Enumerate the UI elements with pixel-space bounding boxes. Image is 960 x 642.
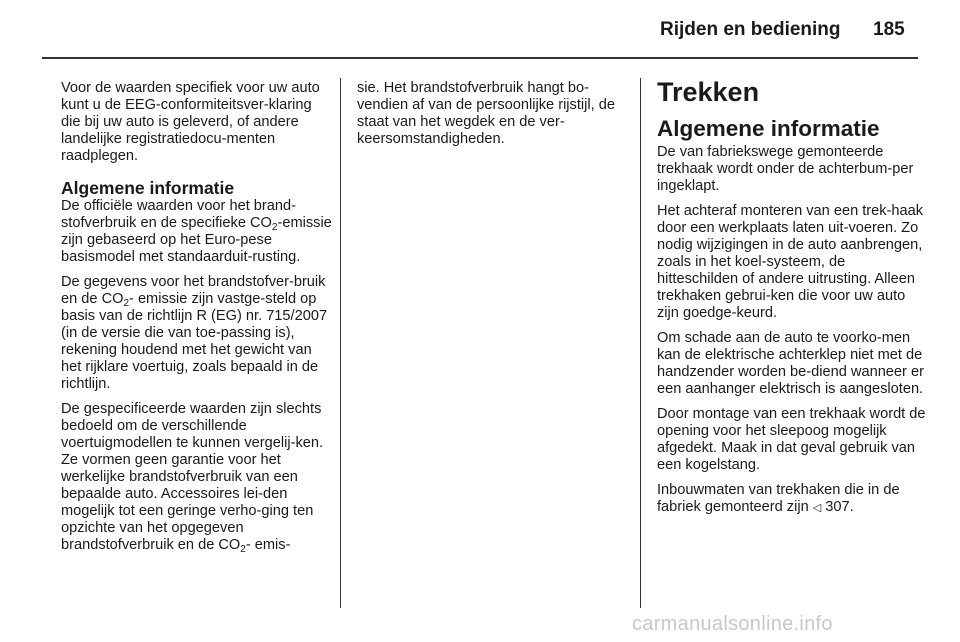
paragraph: Om schade aan de auto te voorko-men kan de elektrische achterklep niet met de handzender worden be-diend wanneer er een aanhanger elektrisch is aangesloten. [657, 330, 924, 397]
page-reference-link[interactable]: 307. [825, 499, 854, 515]
header-rule [42, 57, 918, 59]
section-title: Rijden en bediening [660, 19, 841, 40]
paragraph: Voor de waarden specifiek voor uw auto kunt u de EEG-conformiteitsver-klaring die bij uw auto is geleverd, of andere landelijke registratiedocu-menten raadplegen. [61, 80, 320, 164]
column-3 [657, 77, 927, 525]
column-divider [640, 78, 641, 608]
watermark: carmanualsonline.info [632, 613, 833, 635]
paragraph: De officiële waarden voor het brand-stofverbruik en de specifieke $CO_2$-emissie zijn gebaseerd op het Euro-pese basismodel met standaarduit-rusting. [61, 198, 332, 265]
heading-general-info: Algemene informatie [657, 116, 880, 141]
paragraph: De gegevens voor het brandstofver-bruik en de $CO_2-$ emissie zijn vastge-steld op basis van de richtlijn R (EG) nr. 715/2007 (in de versie die van toe-passing is), rekening houdend met het gewicht van het rijklare voertuig, zoals bepaald in de richtlijn. [61, 274, 328, 392]
column-divider [340, 78, 341, 608]
paragraph: Door montage van een trekhaak wordt de opening voor het sleepoog mogelijk afgedekt. Maak in dat geval gebruik van een kogelstang. [657, 406, 926, 473]
heading-towing: Trekken [657, 77, 760, 107]
column-2 [357, 80, 629, 156]
paragraph: De gespecificeerde waarden zijn slechts bedoeld om de verschillende voertuigmodellen te kunnen vergelij-ken. Ze vormen geen garantie voor het werkelijke brandstofverbruik van een bepaalde auto. Accessoires lei-den mogelijk tot een geringe verho-ging ten opzichte van het opgegeven brandstofverbruik en de $CO_2-$ emis- [61, 401, 324, 555]
paragraph: sie. Het brandstofverbruik hangt bo-vendien af van de persoonlijke rijstijl, de staat van het wegdek en de ver-keersomstandigheden. [357, 80, 615, 147]
page-header [0, 0, 960, 60]
heading-general-info: Algemene informatie [61, 178, 235, 198]
paragraph: De van fabriekswege gemonteerde trekhaak wordt onder de achterbum-per ingeklapt. [657, 144, 914, 194]
page-reference-icon: ◁ [812, 502, 822, 514]
column-1 [61, 80, 333, 562]
paragraph: Het achteraf monteren van een trek-haak door een werkplaats laten uit-voeren. Zo nodig wijzigingen in de auto aanbrengen, zoals in het koel-systeem, de hitteschilden of andere uitrusting. Alleen trekhaken gebrui-ken die voor uw auto zijn goedge-keurd. [657, 203, 924, 321]
paragraph: Inbouwmaten van trekhaken die in de fabriek gemonteerd zijn ◁ 307. [657, 482, 900, 515]
page-number: 185 [873, 19, 905, 40]
